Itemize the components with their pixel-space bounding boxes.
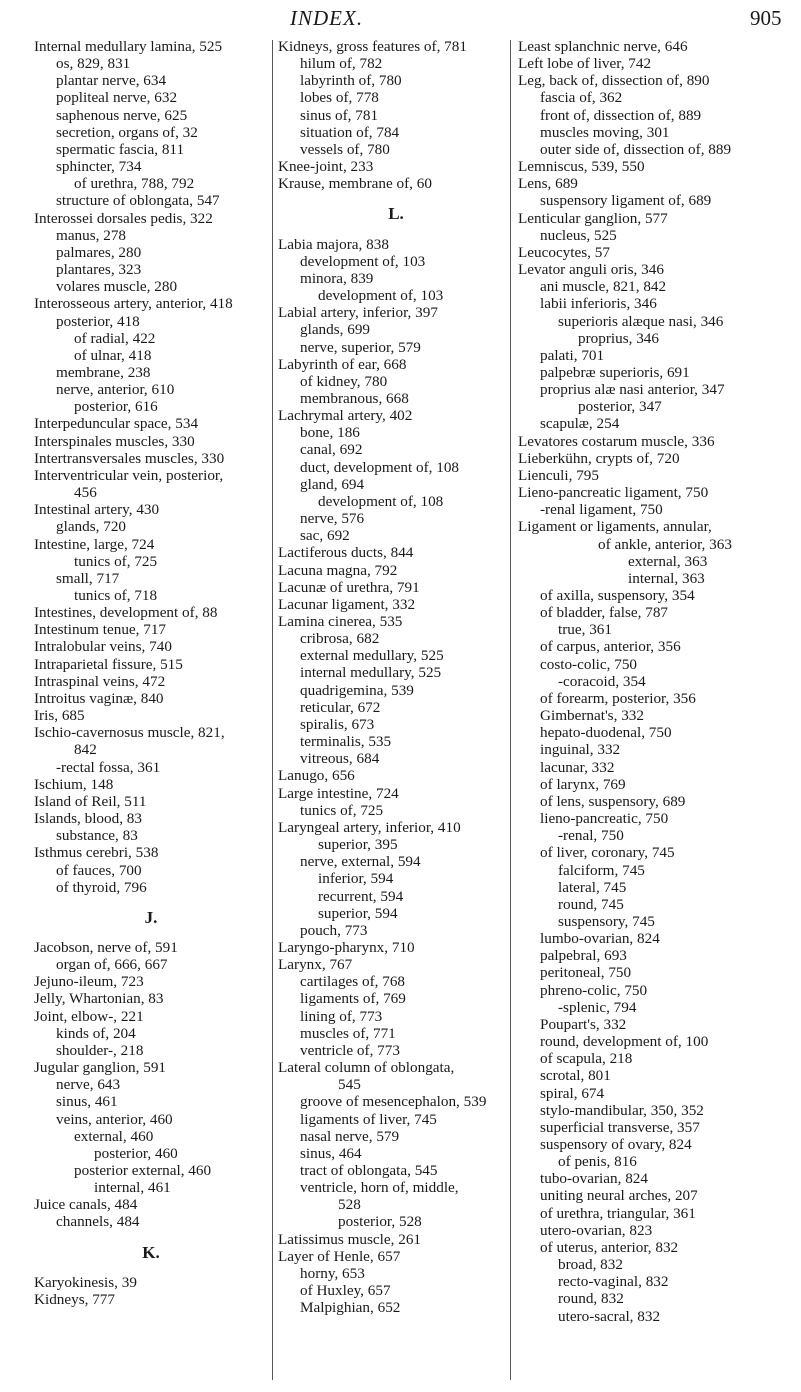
index-entry: sphincter, 734 [56, 158, 142, 176]
index-columns [0, 38, 801, 1378]
index-entry: Intestinum tenue, 717 [34, 621, 167, 639]
index-entry: Joint, elbow-, 221 [34, 1007, 144, 1025]
index-entry: of bladder, false, 787 [540, 604, 669, 622]
index-entry: Laryngeal artery, inferior, 410 [278, 818, 461, 836]
index-entry: costo-colic, 750 [540, 655, 638, 673]
index-entry: uniting neural arches, 207 [540, 1187, 698, 1205]
index-entry: palmares, 280 [56, 243, 142, 261]
index-entry: reticular, 672 [300, 698, 381, 716]
index-entry: suspensory of ovary, 824 [540, 1136, 692, 1153]
index-entry: 528 [338, 1196, 361, 1214]
index-entry: Left lobe of liver, 742 [518, 55, 652, 73]
index-entry: Lemniscus, 539, 550 [518, 158, 645, 176]
index-entry: of forearm, posterior, 356 [540, 689, 696, 707]
index-entry: Intestines, development of, 88 [34, 604, 218, 622]
index-column-1 [34, 38, 268, 1378]
index-entry: lobes of, 778 [300, 89, 379, 107]
index-entry: Leucocytes, 57 [518, 243, 610, 261]
index-entry: of fauces, 700 [56, 861, 142, 879]
index-entry: posterior external, 460 [74, 1162, 212, 1179]
index-entry: fascia of, 362 [540, 89, 623, 107]
index-entry: posterior, 418 [56, 312, 140, 330]
index-entry: Intestine, large, 724 [34, 535, 155, 553]
index-entry: plantar nerve, 634 [56, 72, 167, 90]
index-entry: Internal medullary lamina, 525 [34, 38, 223, 55]
index-entry: posterior, 460 [94, 1144, 178, 1162]
index-entry: utero-sacral, 832 [558, 1307, 661, 1325]
index-entry: minora, 839 [300, 269, 374, 287]
index-entry: of thyroid, 796 [56, 878, 147, 896]
index-entry: of carpus, anterior, 356 [540, 638, 681, 656]
index-entry: of ankle, anterior, 363 [598, 535, 732, 553]
index-entry: cribrosa, 682 [300, 630, 380, 648]
running-title: INDEX. [290, 6, 364, 30]
index-entry: round, 832 [558, 1290, 624, 1308]
index-entry: of scapula, 218 [540, 1050, 633, 1068]
index-entry: external, 363 [628, 552, 708, 570]
index-entry: Lamina cinerea, 535 [278, 613, 403, 630]
index-entry: of Huxley, 657 [300, 1282, 391, 1300]
index-entry: inguinal, 332 [540, 741, 621, 759]
index-entry: Layer of Henle, 657 [278, 1247, 401, 1265]
index-entry: peritoneal, 750 [540, 964, 632, 982]
index-entry: ventricle of, 773 [300, 1041, 400, 1059]
index-entry: Knee-joint, 233 [278, 158, 374, 176]
index-entry: of axilla, suspensory, 354 [540, 587, 695, 604]
index-entry: nerve, 576 [300, 510, 365, 528]
index-entry: recurrent, 594 [318, 887, 404, 905]
index-entry: Lanugo, 656 [278, 767, 355, 785]
index-entry: Kidneys, 777 [34, 1290, 115, 1308]
index-entry: Lacuna magna, 792 [278, 561, 398, 579]
index-entry: Malpighian, 652 [300, 1299, 401, 1317]
index-entry: development of, 108 [318, 492, 444, 510]
index-entry: Labia majora, 838 [278, 235, 389, 253]
index-entry: Laryngo-pharynx, 710 [278, 938, 415, 956]
index-entry: Juice canals, 484 [34, 1196, 138, 1214]
index-entry: internal medullary, 525 [300, 664, 442, 682]
index-entry: Intestinal artery, 430 [34, 501, 160, 519]
index-entry: lateral, 745 [558, 878, 627, 896]
index-entry: labyrinth of, 780 [300, 72, 402, 90]
index-entry: Least splanchnic nerve, 646 [518, 38, 688, 55]
index-entry: muscles of, 771 [300, 1024, 396, 1042]
index-entry: Labial artery, inferior, 397 [278, 304, 438, 322]
index-entry: veins, anterior, 460 [56, 1110, 173, 1128]
index-entry: palati, 701 [540, 346, 605, 364]
index-entry: posterior, 347 [578, 398, 662, 416]
index-entry: membranous, 668 [300, 389, 409, 407]
index-entry: volares muscle, 280 [56, 278, 178, 296]
index-entry: Gimbernat's, 332 [540, 707, 644, 725]
page-number: 905 [750, 6, 782, 30]
index-entry: ventricle, horn of, middle, [300, 1179, 459, 1197]
index-entry: posterior, 528 [338, 1213, 422, 1231]
index-entry: Lachrymal artery, 402 [278, 407, 413, 425]
index-entry: tract of oblongata, 545 [300, 1162, 438, 1179]
index-entry: tunics of, 718 [74, 587, 158, 604]
index-entry: Lieno-pancreatic ligament, 750 [518, 484, 709, 502]
index-entry: channels, 484 [56, 1213, 140, 1231]
index-entry: organ of, 666, 667 [56, 956, 168, 974]
index-entry: nucleus, 525 [540, 226, 617, 244]
index-entry: sinus of, 781 [300, 106, 379, 124]
index-entry: scapulæ, 254 [540, 415, 620, 433]
index-entry: tubo-ovarian, 824 [540, 1170, 648, 1188]
index-entry: of larynx, 769 [540, 775, 626, 793]
index-entry: -coracoid, 354 [558, 672, 646, 690]
index-entry: Ischio-cavernosus muscle, 821, [34, 724, 225, 742]
index-entry: membrane, 238 [56, 363, 151, 381]
index-entry: groove of mesencephalon, 539 [300, 1093, 487, 1111]
index-entry: os, 829, 831 [56, 55, 131, 73]
index-entry: plantares, 323 [56, 261, 142, 279]
index-entry: Large intestine, 724 [278, 784, 399, 802]
index-entry: suspensory ligament of, 689 [540, 192, 712, 210]
index-entry: muscles moving, 301 [540, 123, 670, 141]
index-entry: Levator anguli oris, 346 [518, 261, 664, 279]
index-entry: glands, 699 [300, 321, 371, 339]
index-entry: Karyokinesis, 39 [34, 1273, 137, 1291]
index-entry: 456 [74, 484, 97, 502]
index-entry: situation of, 784 [300, 123, 400, 141]
index-entry: of kidney, 780 [300, 372, 388, 390]
index-entry: true, 361 [558, 621, 612, 639]
index-entry: Levatores costarum muscle, 336 [518, 432, 715, 450]
index-entry: lumbo-ovarian, 824 [540, 930, 660, 948]
index-entry: round, development of, 100 [540, 1033, 709, 1051]
index-entry: nasal nerve, 579 [300, 1127, 400, 1145]
index-entry: ligaments of liver, 745 [300, 1110, 437, 1128]
index-entry: lining of, 773 [300, 1007, 383, 1025]
index-entry: quadrigemina, 539 [300, 681, 414, 699]
index-entry: shoulder-, 218 [56, 1041, 144, 1059]
index-entry: horny, 653 [300, 1264, 365, 1282]
index-entry: of liver, coronary, 745 [540, 844, 675, 862]
index-entry: kinds of, 204 [56, 1024, 136, 1042]
index-entry: of penis, 816 [558, 1153, 637, 1171]
index-entry: Lienculi, 795 [518, 466, 599, 484]
index-entry: sinus, 464 [300, 1144, 362, 1162]
page-header [0, 6, 801, 36]
index-entry: stylo-mandibular, 350, 352 [540, 1101, 704, 1119]
index-entry: tunics of, 725 [300, 801, 384, 819]
index-entry: Lieberkühn, crypts of, 720 [518, 449, 680, 467]
index-entry: external, 460 [74, 1127, 154, 1145]
index-entry: terminalis, 535 [300, 733, 392, 751]
index-entry: outer side of, dissection of, 889 [540, 140, 732, 158]
index-entry: Islands, blood, 83 [34, 810, 142, 828]
index-entry: broad, 832 [558, 1256, 623, 1274]
index-entry: -renal, 750 [558, 827, 624, 845]
index-entry: vitreous, 684 [300, 750, 380, 768]
index-entry: utero-ovarian, 823 [540, 1221, 653, 1239]
index-entry: Jacobson, nerve of, 591 [34, 938, 178, 956]
index-entry: scrotal, 801 [540, 1067, 611, 1085]
index-entry: palpebræ superioris, 691 [540, 363, 690, 381]
index-entry: Latissimus muscle, 261 [278, 1230, 422, 1248]
index-entry: Lateral column of oblongata, [278, 1059, 455, 1077]
index-entry: proprius, 346 [578, 329, 659, 347]
index-entry: small, 717 [56, 569, 120, 587]
index-entry: palpebral, 693 [540, 947, 627, 965]
index-entry: -splenic, 794 [558, 998, 637, 1016]
index-entry: pouch, 773 [300, 921, 368, 939]
index-entry: sac, 692 [300, 527, 350, 545]
index-entry: Labyrinth of ear, 668 [278, 355, 407, 373]
index-entry: superioris alæque nasi, 346 [558, 312, 724, 330]
index-entry: duct, development of, 108 [300, 458, 460, 476]
index-entry: Interpeduncular space, 534 [34, 415, 199, 433]
index-entry: Intraparietal fissure, 515 [34, 655, 183, 673]
index-entry: recto-vaginal, 832 [558, 1273, 669, 1291]
index-entry: Larynx, 767 [278, 956, 353, 974]
index-entry: Jugular ganglion, 591 [34, 1059, 167, 1077]
index-entry: Lacunæ of urethra, 791 [278, 578, 420, 596]
index-entry: glands, 720 [56, 518, 127, 536]
index-entry: -rectal fossa, 361 [56, 758, 161, 776]
index-column-2 [278, 38, 514, 1378]
index-entry: saphenous nerve, 625 [56, 106, 188, 124]
index-entry: superior, 395 [318, 836, 398, 854]
index-entry: lacunar, 332 [540, 758, 615, 776]
index-column-3 [518, 38, 758, 1378]
index-entry: falciform, 745 [558, 861, 645, 879]
index-entry: nerve, anterior, 610 [56, 381, 175, 399]
index-entry: 545 [338, 1076, 361, 1094]
index-entry: lieno-pancreatic, 750 [540, 810, 669, 828]
index-entry: ani muscle, 821, 842 [540, 278, 667, 296]
index-entry: Jejuno-ileum, 723 [34, 973, 144, 991]
index-entry: Ligament or ligaments, annular, [518, 518, 712, 536]
index-entry: hilum of, 782 [300, 55, 383, 73]
index-entry: proprius alæ nasi anterior, 347 [540, 381, 725, 399]
index-entry: nerve, superior, 579 [300, 338, 421, 356]
index-entry: Intertransversales muscles, 330 [34, 449, 225, 467]
index-entry: gland, 694 [300, 475, 365, 493]
index-entry: popliteal nerve, 632 [56, 89, 178, 107]
index-entry: round, 745 [558, 895, 624, 913]
index-entry: superficial transverse, 357 [540, 1118, 700, 1136]
index-entry: development of, 103 [300, 252, 426, 270]
section-letter: J. [144, 907, 158, 927]
index-entry: bone, 186 [300, 424, 360, 442]
index-entry: Ischium, 148 [34, 775, 114, 793]
index-entry: spiral, 674 [540, 1084, 605, 1102]
index-entry: Krause, membrane of, 60 [278, 175, 432, 193]
index-entry: canal, 692 [300, 441, 363, 459]
index-entry: of lens, suspensory, 689 [540, 792, 686, 810]
index-entry: secretion, organs of, 32 [56, 123, 198, 141]
index-entry: of ulnar, 418 [74, 346, 152, 364]
section-letter: L. [388, 204, 404, 224]
index-entry: Leg, back of, dissection of, 890 [518, 72, 710, 90]
index-entry: nerve, 643 [56, 1076, 121, 1094]
index-entry: Interspinales muscles, 330 [34, 432, 195, 450]
index-entry: Iris, 685 [34, 707, 85, 725]
index-entry: spiralis, 673 [300, 715, 375, 733]
index-entry: of urethra, 788, 792 [74, 175, 195, 193]
index-entry: external medullary, 525 [300, 647, 444, 665]
index-entry: tunics of, 725 [74, 552, 158, 570]
index-entry: Lenticular ganglion, 577 [518, 209, 668, 227]
index-entry: Intraspinal veins, 472 [34, 672, 166, 690]
index-entry: Interossei dorsales pedis, 322 [34, 209, 213, 227]
index-entry: superior, 594 [318, 904, 398, 922]
index-entry: labii inferioris, 346 [540, 295, 657, 313]
index-entry: inferior, 594 [318, 870, 394, 888]
index-entry: hepato-duodenal, 750 [540, 724, 672, 742]
index-entry: front of, dissection of, 889 [540, 106, 702, 124]
index-entry: Lens, 689 [518, 175, 578, 193]
index-entry: Jelly, Whartonian, 83 [34, 990, 164, 1008]
index-entry: Lacunar ligament, 332 [278, 595, 416, 613]
index-entry: substance, 83 [56, 827, 138, 845]
index-entry: internal, 363 [628, 569, 705, 587]
index-entry: of uterus, anterior, 832 [540, 1238, 679, 1256]
index-entry: structure of oblongata, 547 [56, 192, 220, 210]
section-letter: K. [142, 1242, 160, 1262]
index-entry: ligaments of, 769 [300, 990, 406, 1008]
index-entry: posterior, 616 [74, 398, 158, 416]
index-entry: Kidneys, gross features of, 781 [278, 38, 467, 55]
index-entry: of urethra, triangular, 361 [540, 1204, 696, 1222]
index-entry: suspensory, 745 [558, 912, 655, 930]
index-entry: Poupart's, 332 [540, 1015, 627, 1033]
index-entry: sinus, 461 [56, 1093, 118, 1111]
index-entry: cartilages of, 768 [300, 973, 406, 991]
index-entry: internal, 461 [94, 1179, 171, 1197]
index-entry: Intralobular veins, 740 [34, 638, 172, 656]
index-entry: Lactiferous ducts, 844 [278, 544, 414, 562]
index-entry: Introitus vaginæ, 840 [34, 689, 164, 707]
index-entry: 842 [74, 741, 97, 759]
index-entry: vessels of, 780 [300, 140, 390, 158]
index-entry: of radial, 422 [74, 329, 156, 347]
index-entry: development of, 103 [318, 287, 444, 305]
index-entry: Interventricular vein, posterior, [34, 466, 224, 484]
index-entry: Interosseous artery, anterior, 418 [34, 295, 233, 313]
index-entry: -renal ligament, 750 [540, 501, 663, 519]
index-entry: spermatic fascia, 811 [56, 140, 185, 158]
index-entry: nerve, external, 594 [300, 853, 421, 871]
index-entry: Island of Reil, 511 [34, 792, 147, 810]
index-entry: phreno-colic, 750 [540, 981, 648, 999]
index-entry: manus, 278 [56, 226, 127, 244]
index-entry: Isthmus cerebri, 538 [34, 844, 159, 862]
